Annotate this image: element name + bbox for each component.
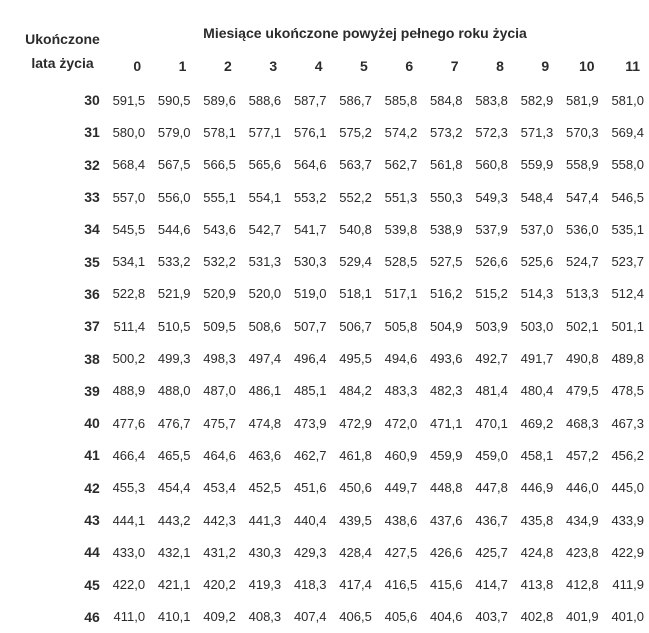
- table-cell: 569,4: [611, 124, 644, 140]
- table-cell: 460,9: [384, 447, 418, 463]
- row-age-label: 42: [84, 479, 100, 496]
- table-cell: 453,4: [203, 480, 236, 496]
- table-cell: 431,2: [203, 544, 236, 560]
- table-cell: 498,3: [203, 351, 236, 367]
- table-cell: 540,8: [339, 221, 372, 237]
- table-cell: 472,0: [384, 415, 418, 431]
- table-cell: 552,2: [339, 189, 372, 205]
- row-age-label: 36: [84, 285, 100, 302]
- table-cell: 458,1: [520, 447, 554, 463]
- table-cell: 533,2: [157, 254, 191, 270]
- row-age-label: 37: [84, 318, 100, 335]
- table-cell: 492,7: [475, 351, 508, 367]
- table-cell: 440,4: [293, 512, 327, 528]
- table-cell: 550,3: [429, 189, 463, 205]
- table-row: [0, 84, 646, 116]
- row-age-label: 39: [84, 382, 100, 399]
- table-row: [0, 245, 646, 277]
- corner-label-line-2: lata życia: [31, 55, 94, 71]
- table-cell: 531,3: [248, 254, 282, 270]
- table-cell: 535,1: [611, 221, 644, 237]
- table-cell: 509,5: [203, 318, 236, 334]
- row-age-label: 38: [84, 350, 100, 367]
- table-cell: 475,7: [203, 415, 236, 431]
- table-cell: 516,2: [429, 286, 463, 302]
- table-cell: 519,0: [293, 286, 327, 302]
- table-cell: 522,8: [112, 286, 146, 302]
- table-row: [0, 278, 646, 310]
- table-cell: 463,6: [248, 447, 282, 463]
- table-cell: 579,0: [157, 124, 191, 140]
- table-cell: 477,6: [112, 415, 146, 431]
- table-row: [0, 116, 646, 148]
- table-cell: 434,9: [566, 512, 599, 528]
- table-cell: 504,9: [429, 318, 463, 334]
- month-header-8: 8: [496, 58, 504, 74]
- table-cell: 586,7: [339, 92, 372, 108]
- table-cell: 413,8: [520, 577, 554, 593]
- table-cell: 412,8: [566, 577, 599, 593]
- table-cell: 526,6: [475, 254, 508, 270]
- month-header-0: 0: [133, 58, 142, 74]
- table-cell: 489,8: [611, 351, 644, 367]
- table-cell: 568,4: [112, 157, 146, 173]
- table-cell: 587,7: [293, 92, 327, 108]
- table-cell: 589,6: [203, 92, 236, 108]
- table-cell: 401,0: [611, 609, 644, 625]
- row-age-label: 41: [84, 447, 100, 464]
- month-header-9: 9: [541, 58, 550, 74]
- table-cell: 555,1: [203, 189, 236, 205]
- table-cell: 457,2: [566, 447, 599, 463]
- table-row: [0, 213, 646, 245]
- table-cell: 473,9: [293, 415, 327, 431]
- table-cell: 435,8: [520, 512, 554, 528]
- table-cell: 490,8: [566, 351, 599, 367]
- corner-label-line-1: Ukończone: [25, 31, 100, 47]
- table-cell: 419,3: [248, 577, 282, 593]
- table-cell: 462,7: [293, 447, 327, 463]
- row-age-label: 32: [84, 156, 100, 173]
- table-cell: 483,3: [384, 383, 418, 399]
- table-cell: 556,0: [157, 189, 191, 205]
- table-cell: 405,6: [384, 609, 418, 625]
- data-table: [0, 48, 646, 633]
- table-cell: 437,6: [429, 512, 463, 528]
- table-cell: 474,8: [248, 415, 282, 431]
- table-cell: 578,1: [203, 124, 236, 140]
- month-header-1: 1: [178, 58, 187, 74]
- table-cell: 588,6: [248, 92, 282, 108]
- table-cell: 491,7: [520, 351, 554, 367]
- table-cell: 447,8: [475, 480, 508, 496]
- table-cell: 573,2: [429, 124, 463, 140]
- table-cell: 525,6: [520, 254, 554, 270]
- table-cell: 581,9: [566, 92, 599, 108]
- month-header-7: 7: [450, 58, 459, 74]
- table-cell: 416,5: [384, 577, 418, 593]
- table-cell: 467,3: [611, 415, 644, 431]
- month-header-11: 11: [625, 58, 640, 74]
- table-cell: 486,1: [248, 383, 282, 399]
- table-cell: 464,6: [203, 447, 236, 463]
- table-cell: 446,9: [520, 480, 554, 496]
- table-cell: 505,8: [384, 318, 418, 334]
- table-cell: 500,2: [112, 351, 146, 367]
- table-cell: 534,1: [112, 254, 146, 270]
- table-cell: 558,9: [566, 157, 599, 173]
- table-cell: 488,0: [157, 383, 191, 399]
- table-cell: 479,5: [566, 383, 599, 399]
- table-cell: 510,5: [157, 318, 191, 334]
- table-cell: 488,9: [112, 383, 146, 399]
- table-cell: 423,8: [566, 544, 599, 560]
- table-cell: 466,4: [112, 447, 146, 463]
- table-row: [0, 149, 646, 181]
- row-age-label: 43: [84, 512, 100, 528]
- table-cell: 436,7: [475, 512, 508, 528]
- table-cell: 524,7: [566, 254, 599, 270]
- month-header-3: 3: [269, 58, 278, 74]
- table-cell: 433,0: [112, 544, 146, 560]
- table-cell: 403,7: [475, 609, 508, 625]
- table-cell: 520,9: [203, 286, 236, 302]
- table-cell: 520,0: [248, 286, 282, 302]
- table-cell: 459,9: [429, 447, 463, 463]
- table-cell: 544,6: [157, 221, 191, 237]
- row-age-label: 31: [84, 124, 100, 141]
- table-cell: 401,9: [566, 609, 599, 625]
- table-body: [0, 84, 646, 633]
- table-cell: 459,0: [475, 447, 508, 463]
- table-cell: 527,5: [429, 254, 463, 270]
- table-cell: 476,7: [157, 415, 191, 431]
- table-cell: 558,0: [611, 157, 644, 173]
- table-cell: 554,1: [248, 189, 282, 205]
- table-cell: 469,2: [520, 415, 554, 431]
- table-cell: 513,3: [566, 286, 599, 302]
- table-cell: 501,1: [611, 318, 644, 334]
- table-cell: 455,3: [112, 480, 146, 496]
- table-row: [0, 375, 646, 407]
- table-cell: 472,9: [339, 415, 372, 431]
- table-cell: 482,3: [429, 383, 463, 399]
- table-cell: 542,7: [248, 221, 282, 237]
- table-cell: 576,1: [293, 124, 327, 140]
- table-cell: 502,1: [566, 318, 599, 334]
- table-cell: 449,7: [384, 480, 418, 496]
- table-cell: 581,0: [611, 92, 644, 108]
- table-cell: 484,2: [339, 383, 372, 399]
- table-cell: 575,2: [339, 124, 372, 140]
- table-cell: 450,6: [339, 480, 372, 496]
- month-header-row: [0, 48, 646, 84]
- month-header-2: 2: [224, 58, 232, 74]
- table-cell: 442,3: [203, 512, 236, 528]
- table-cell: 545,5: [112, 221, 146, 237]
- table-cell: 537,0: [520, 221, 554, 237]
- table-cell: 591,5: [112, 92, 146, 108]
- row-age-label: 30: [84, 92, 100, 109]
- month-header-6: 6: [405, 58, 414, 74]
- month-header-10: 10: [578, 58, 595, 74]
- table-cell: 487,0: [203, 383, 236, 399]
- header-spacer: [0, 48, 102, 84]
- table-cell: 433,9: [611, 512, 644, 528]
- table-cell: 496,4: [293, 351, 327, 367]
- table-cell: 439,5: [339, 512, 372, 528]
- table-cell: 514,3: [520, 286, 554, 302]
- table-cell: 541,7: [293, 221, 327, 237]
- table-row: [0, 342, 646, 374]
- table-cell: 521,9: [157, 286, 191, 302]
- row-age-label: 44: [84, 544, 100, 561]
- table-cell: 574,2: [384, 124, 418, 140]
- table-row: [0, 504, 646, 536]
- table-cell: 563,7: [339, 157, 372, 173]
- table-cell: 494,6: [384, 351, 418, 367]
- table-cell: 582,9: [520, 92, 554, 108]
- table-cell: 432,1: [157, 544, 191, 560]
- table-cell: 456,2: [611, 447, 644, 463]
- table-cell: 577,1: [248, 124, 282, 140]
- table-cell: 528,5: [384, 254, 418, 270]
- table-cell: 407,4: [293, 609, 327, 625]
- table-cell: 420,2: [203, 577, 236, 593]
- table-cell: 506,7: [339, 318, 372, 334]
- table-cell: 430,3: [248, 544, 282, 560]
- table-cell: 481,4: [475, 383, 508, 399]
- table-cell: 572,3: [475, 124, 508, 140]
- table-cell: 441,3: [248, 512, 282, 528]
- table-row: [0, 439, 646, 471]
- table-cell: 478,5: [611, 383, 644, 399]
- table-cell: 404,6: [429, 609, 463, 625]
- table-cell: 497,4: [248, 351, 282, 367]
- table-row: [0, 536, 646, 568]
- table-cell: 507,7: [293, 318, 327, 334]
- table-cell: 538,9: [429, 221, 463, 237]
- table-cell: 418,3: [293, 577, 327, 593]
- table-cell: 438,6: [384, 512, 418, 528]
- table-cell: 499,3: [157, 351, 191, 367]
- table-cell: 515,2: [475, 286, 508, 302]
- table-cell: 537,9: [475, 221, 508, 237]
- table-cell: 465,5: [157, 447, 191, 463]
- table-cell: 517,1: [384, 286, 418, 302]
- row-age-label: 34: [84, 221, 100, 238]
- row-age-label: 45: [84, 576, 100, 593]
- table-cell: 427,5: [384, 544, 418, 560]
- table-cell: 571,3: [520, 124, 554, 140]
- table-cell: 530,3: [293, 254, 327, 270]
- table-cell: 468,3: [566, 415, 599, 431]
- table-cell: 485,1: [293, 383, 327, 399]
- table-cell: 562,7: [384, 157, 418, 173]
- table-cell: 414,7: [475, 577, 508, 593]
- row-age-label: 33: [84, 189, 100, 206]
- row-age-label: 40: [84, 415, 100, 432]
- table-cell: 470,1: [475, 415, 508, 431]
- table-cell: 549,3: [475, 189, 508, 205]
- table-cell: 548,4: [520, 189, 554, 205]
- table-cell: 553,2: [293, 189, 327, 205]
- table-cell: 406,5: [339, 609, 372, 625]
- months-group-header: Miesiące ukończone powyżej pełnego roku życia: [203, 25, 527, 41]
- table-cell: 584,8: [429, 92, 463, 108]
- table-row: [0, 310, 646, 342]
- table-cell: 511,4: [113, 318, 146, 334]
- table-cell: 428,4: [339, 544, 372, 560]
- table-cell: 408,3: [248, 609, 282, 625]
- table-cell: 452,5: [248, 480, 282, 496]
- table-cell: 532,2: [203, 254, 236, 270]
- table-cell: 583,8: [475, 92, 508, 108]
- month-header-4: 4: [314, 58, 323, 74]
- table-cell: 503,9: [475, 318, 508, 334]
- table-cell: 566,5: [203, 157, 236, 173]
- table-cell: 443,2: [157, 512, 191, 528]
- table-cell: 495,5: [339, 351, 372, 367]
- table-cell: 570,3: [566, 124, 599, 140]
- table-cell: 415,6: [429, 577, 463, 593]
- table-row: [0, 181, 646, 213]
- table-cell: 503,0: [520, 318, 554, 334]
- table-cell: 493,6: [429, 351, 463, 367]
- table-row: [0, 472, 646, 504]
- table-cell: 580,0: [112, 124, 146, 140]
- table-cell: 429,3: [293, 544, 327, 560]
- table-cell: 547,4: [566, 189, 599, 205]
- table-cell: 402,8: [520, 609, 554, 625]
- table-cell: 422,0: [112, 577, 146, 593]
- table-cell: 559,9: [520, 157, 554, 173]
- table-cell: 565,6: [248, 157, 282, 173]
- table-cell: 454,4: [157, 480, 191, 496]
- table-cell: 523,7: [611, 254, 644, 270]
- table-cell: 471,1: [429, 415, 463, 431]
- table-cell: 536,0: [566, 221, 599, 237]
- table-cell: 561,8: [429, 157, 463, 173]
- table-cell: 529,4: [339, 254, 372, 270]
- table-row: [0, 568, 646, 600]
- table-row: [0, 601, 646, 633]
- table-cell: 551,3: [384, 189, 418, 205]
- table-row: [0, 407, 646, 439]
- table-cell: 445,0: [611, 480, 644, 496]
- table-header: [0, 48, 646, 84]
- table-cell: 421,1: [157, 577, 191, 593]
- table-cell: 539,8: [384, 221, 418, 237]
- table-cell: 518,1: [339, 286, 372, 302]
- table-cell: 590,5: [157, 92, 191, 108]
- table-cell: 512,4: [611, 286, 644, 302]
- row-age-label: 35: [84, 253, 100, 270]
- table-cell: 567,5: [157, 157, 191, 173]
- month-header-5: 5: [360, 58, 368, 74]
- table-cell: 448,8: [429, 480, 463, 496]
- table-cell: 461,8: [339, 447, 372, 463]
- table-cell: 543,6: [203, 221, 236, 237]
- table-cell: 425,7: [475, 544, 508, 560]
- table-cell: 411,9: [612, 577, 644, 593]
- table-cell: 426,6: [429, 544, 463, 560]
- table-cell: 480,4: [520, 383, 554, 399]
- table-cell: 557,0: [112, 189, 146, 205]
- table-cell: 424,8: [520, 544, 554, 560]
- table-cell: 446,0: [566, 480, 599, 496]
- table-cell: 422,9: [611, 544, 644, 560]
- table-cell: 564,6: [293, 157, 327, 173]
- row-age-label: 46: [84, 608, 100, 625]
- table-cell: 410,1: [157, 609, 191, 625]
- table-cell: 444,1: [112, 512, 146, 528]
- table-cell: 508,6: [248, 318, 282, 334]
- table-cell: 560,8: [475, 157, 508, 173]
- table-cell: 411,0: [113, 609, 146, 625]
- table-cell: 417,4: [339, 577, 372, 593]
- table-cell: 546,5: [611, 189, 644, 205]
- table-cell: 585,8: [384, 92, 418, 108]
- table-cell: 451,6: [293, 480, 327, 496]
- table-cell: 409,2: [203, 609, 236, 625]
